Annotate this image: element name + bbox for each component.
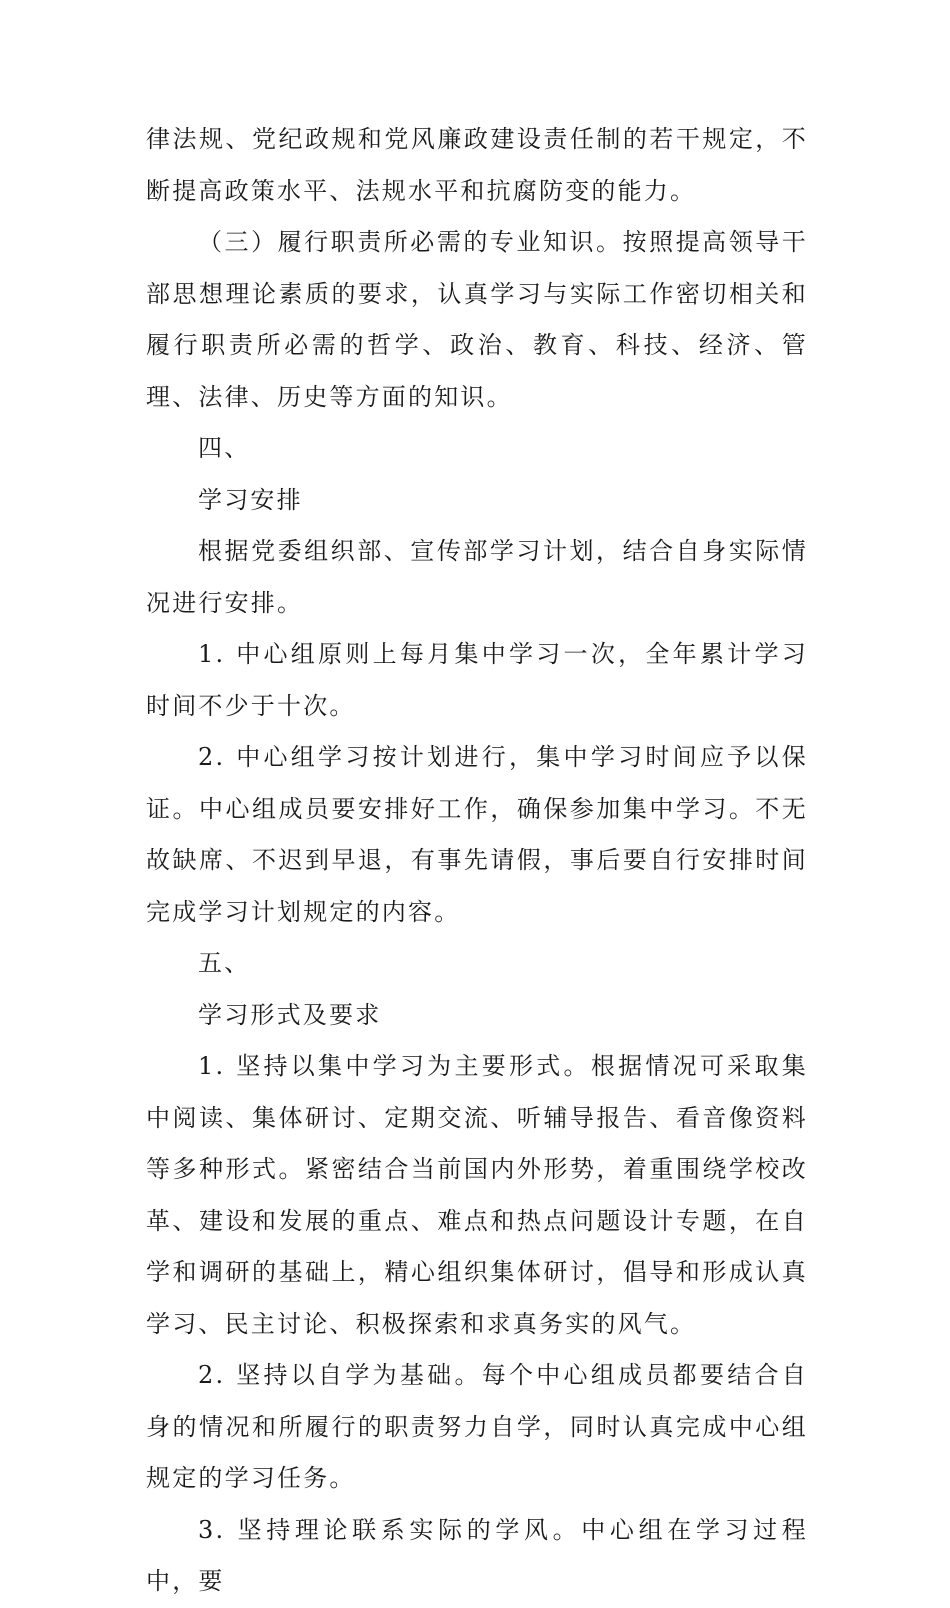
section-heading-study-forms: 学习形式及要求 [198, 1000, 382, 1029]
section-number-four: 四、 [198, 434, 251, 462]
section-number-five: 五、 [198, 949, 251, 977]
paragraph-item-monthly-study: 1. 中心组原则上每月集中学习一次，全年累计学习时间不少于十次。 [146, 640, 808, 720]
paragraph-item-plan-attendance: 2. 中心组学习按计划进行，集中学习时间应予以保证。中心组成员要安排好工作，确保参加集中学习。不无故缺席、不迟到早退，有事先请假，事后要自行安排时间完成学习计划规定的内容。 [146, 743, 808, 926]
paragraph-item-theory-practice: 3. 坚持理论联系实际的学风。中心组在学习过程中，要 [146, 1515, 808, 1595]
document-body [146, 114, 808, 1608]
paragraph-professional-knowledge: （三）履行职责所必需的专业知识。按照提高领导干部思想理论素质的要求，认真学习与实际工作密切相关和履行职责所必需的哲学、政治、教育、科技、经济、管理、法律、历史等方面的知识。 [146, 228, 808, 411]
paragraph-item-collective-study: 1. 坚持以集中学习为主要形式。根据情况可采取集中阅读、集体研讨、定期交流、听辅导报告、看音像资料等多种形式。紧密结合当前国内外形势，着重围绕学校改革、建设和发展的重点、难点和热点问题设计专题，在自学和调研的基础上，精心组织集体研讨，倡导和形成认真学习、民主讨论、积极探索和求真务实的风气。 [146, 1052, 808, 1338]
section-heading-study-arrangement: 学习安排 [198, 485, 303, 514]
paragraph-continued-regulations: 律法规、党纪政规和党风廉政建设责任制的若干规定，不断提高政策水平、法规水平和抗腐防变的能力。 [146, 125, 808, 205]
paragraph-item-self-study: 2. 坚持以自学为基础。每个中心组成员都要结合自身的情况和所履行的职责努力自学，同时认真完成中心组规定的学习任务。 [146, 1361, 808, 1492]
paragraph-arrangement-basis: 根据党委组织部、宣传部学习计划，结合自身实际情况进行安排。 [146, 537, 808, 617]
